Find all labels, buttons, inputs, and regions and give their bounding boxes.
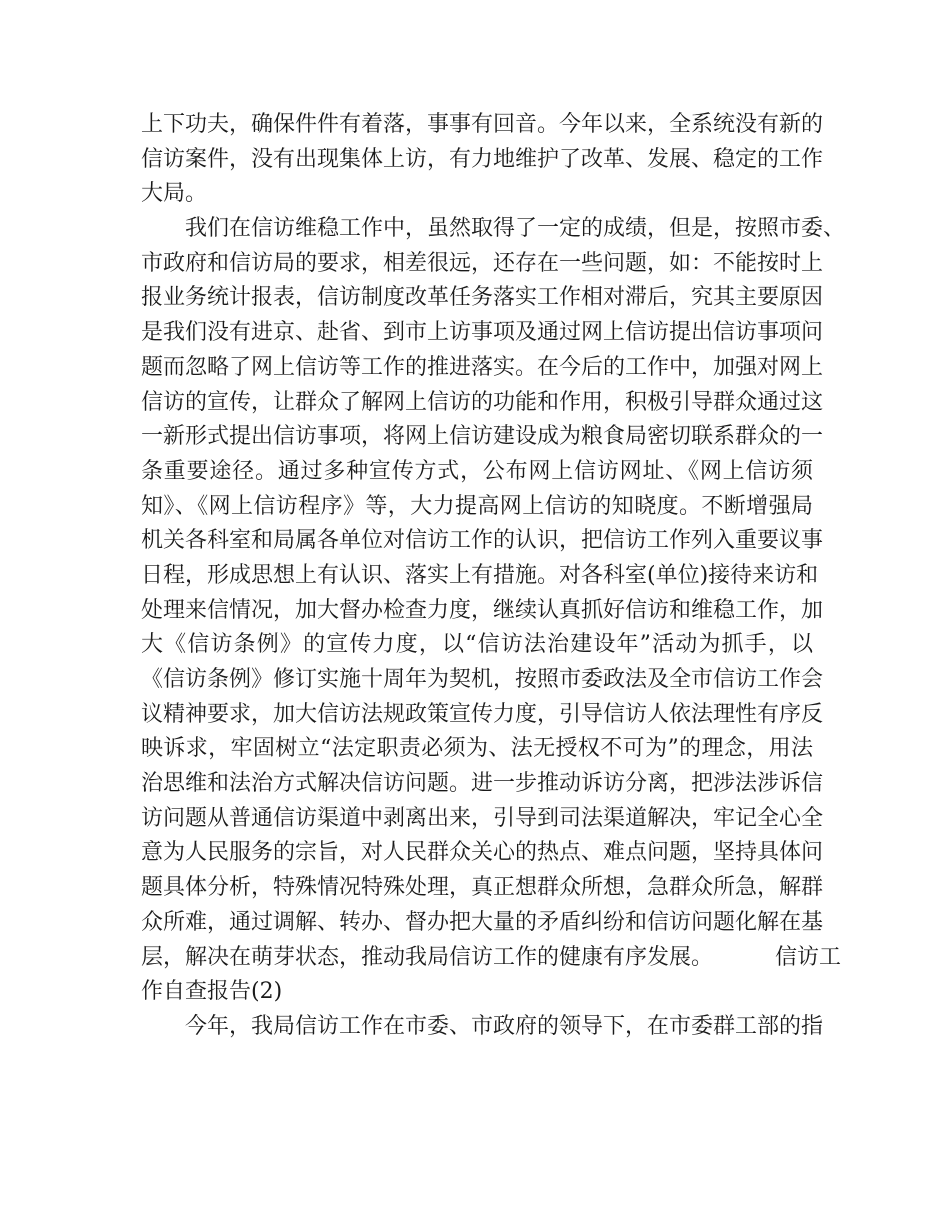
section-heading-part1: 信访工 [775,944,842,970]
text-line: 治思维和法治方式解决信访问题。进一步推动诉访分离，把涉法涉诉信 [141,771,824,797]
text-line: 上下功夫，确保件件有着落，事事有回音。今年以来，全系统没有新的 [141,112,824,137]
text-line: 《信访条例》修订实施十周年为契机，按照市委政法及全市信访工作会 [141,667,824,692]
text-line: 题而忽略了网上信访等工作的推进落实。在今后的工作中，加强对网上 [141,354,824,380]
text-line: 日程，形成思想上有认识、落实上有措施。对各科室(单位)接待来访和 [141,562,819,588]
paragraph-end-text: 层，解决在萌芽状态，推动我局信访工作的健康有序发展。 [141,944,714,970]
text-line: 市政府和信访局的要求，相差很远，还存在一些问题，如：不能按时上 [141,250,824,276]
text-line: 大《信访条例》的宣传力度，以“信访法治建设年”活动为抓手，以 [141,632,813,658]
paragraph-1 [141,108,824,212]
text-line: 映诉求，牢固树立“法定职责必须为、法无授权不可为”的理念，用法 [141,736,813,762]
text-line [141,941,842,976]
text-line: 大局。 [141,181,208,207]
text-line: 知》、《网上信访程序》等，大力提高网上信访的知晓度。不断增强局 [141,493,813,519]
text-line: 处理来信情况，加大督办检查力度，继续认真抓好信访和维稳工作，加 [141,597,824,623]
document-page [141,108,846,1045]
text-line: 信访的宣传，让群众了解网上信访的功能和作用，积极引导群众通过这 [141,389,824,415]
text-line: 我们在信访维稳工作中，虽然取得了一定的成绩，但是，按照市委、 [185,216,846,242]
text-line: 是我们没有进京、赴省、到市上访事项及通过网上信访提出信访事项问 [141,320,824,346]
text-line: 一新形式提出信访事项，将网上信访建设成为粮食局密切联系群众的一 [141,424,824,450]
text-line: 题具体分析，特殊情况特殊处理，真正想群众所想，急群众所急，解群 [141,875,824,901]
text-line: 议精神要求，加大信访法规政策宣传力度，引导信访人依法理性有序反 [141,701,824,727]
text-line: 众所难，通过调解、转办、督办把大量的矛盾纠纷和信访问题化解在基 [141,909,824,935]
text-line: 机关各科室和局属各单位对信访工作的认识，把信访工作列入重要议事 [141,528,824,554]
paragraph-2 [141,212,846,1010]
text-line: 访问题从普通信访渠道中剥离出来，引导到司法渠道解决，牢记全心全 [141,805,824,831]
paragraph-3 [141,1010,824,1045]
section-heading-line: 作自查报告(2) [141,979,283,1005]
text-line: 意为人民服务的宗旨，对人民群众关心的热点、难点问题，坚持具体问 [141,840,824,866]
text-line: 信访案件，没有出现集体上访，有力地维护了改革、发展、稳定的工作 [141,146,824,172]
text-line: 条重要途径。通过多种宣传方式，公布网上信访网址、《网上信访须 [141,458,813,484]
text-line: 报业务统计报表，信访制度改革任务落实工作相对滞后，究其主要原因 [141,285,824,311]
text-line: 今年，我局信访工作在市委、市政府的领导下，在市委群工部的指 [185,1013,824,1039]
